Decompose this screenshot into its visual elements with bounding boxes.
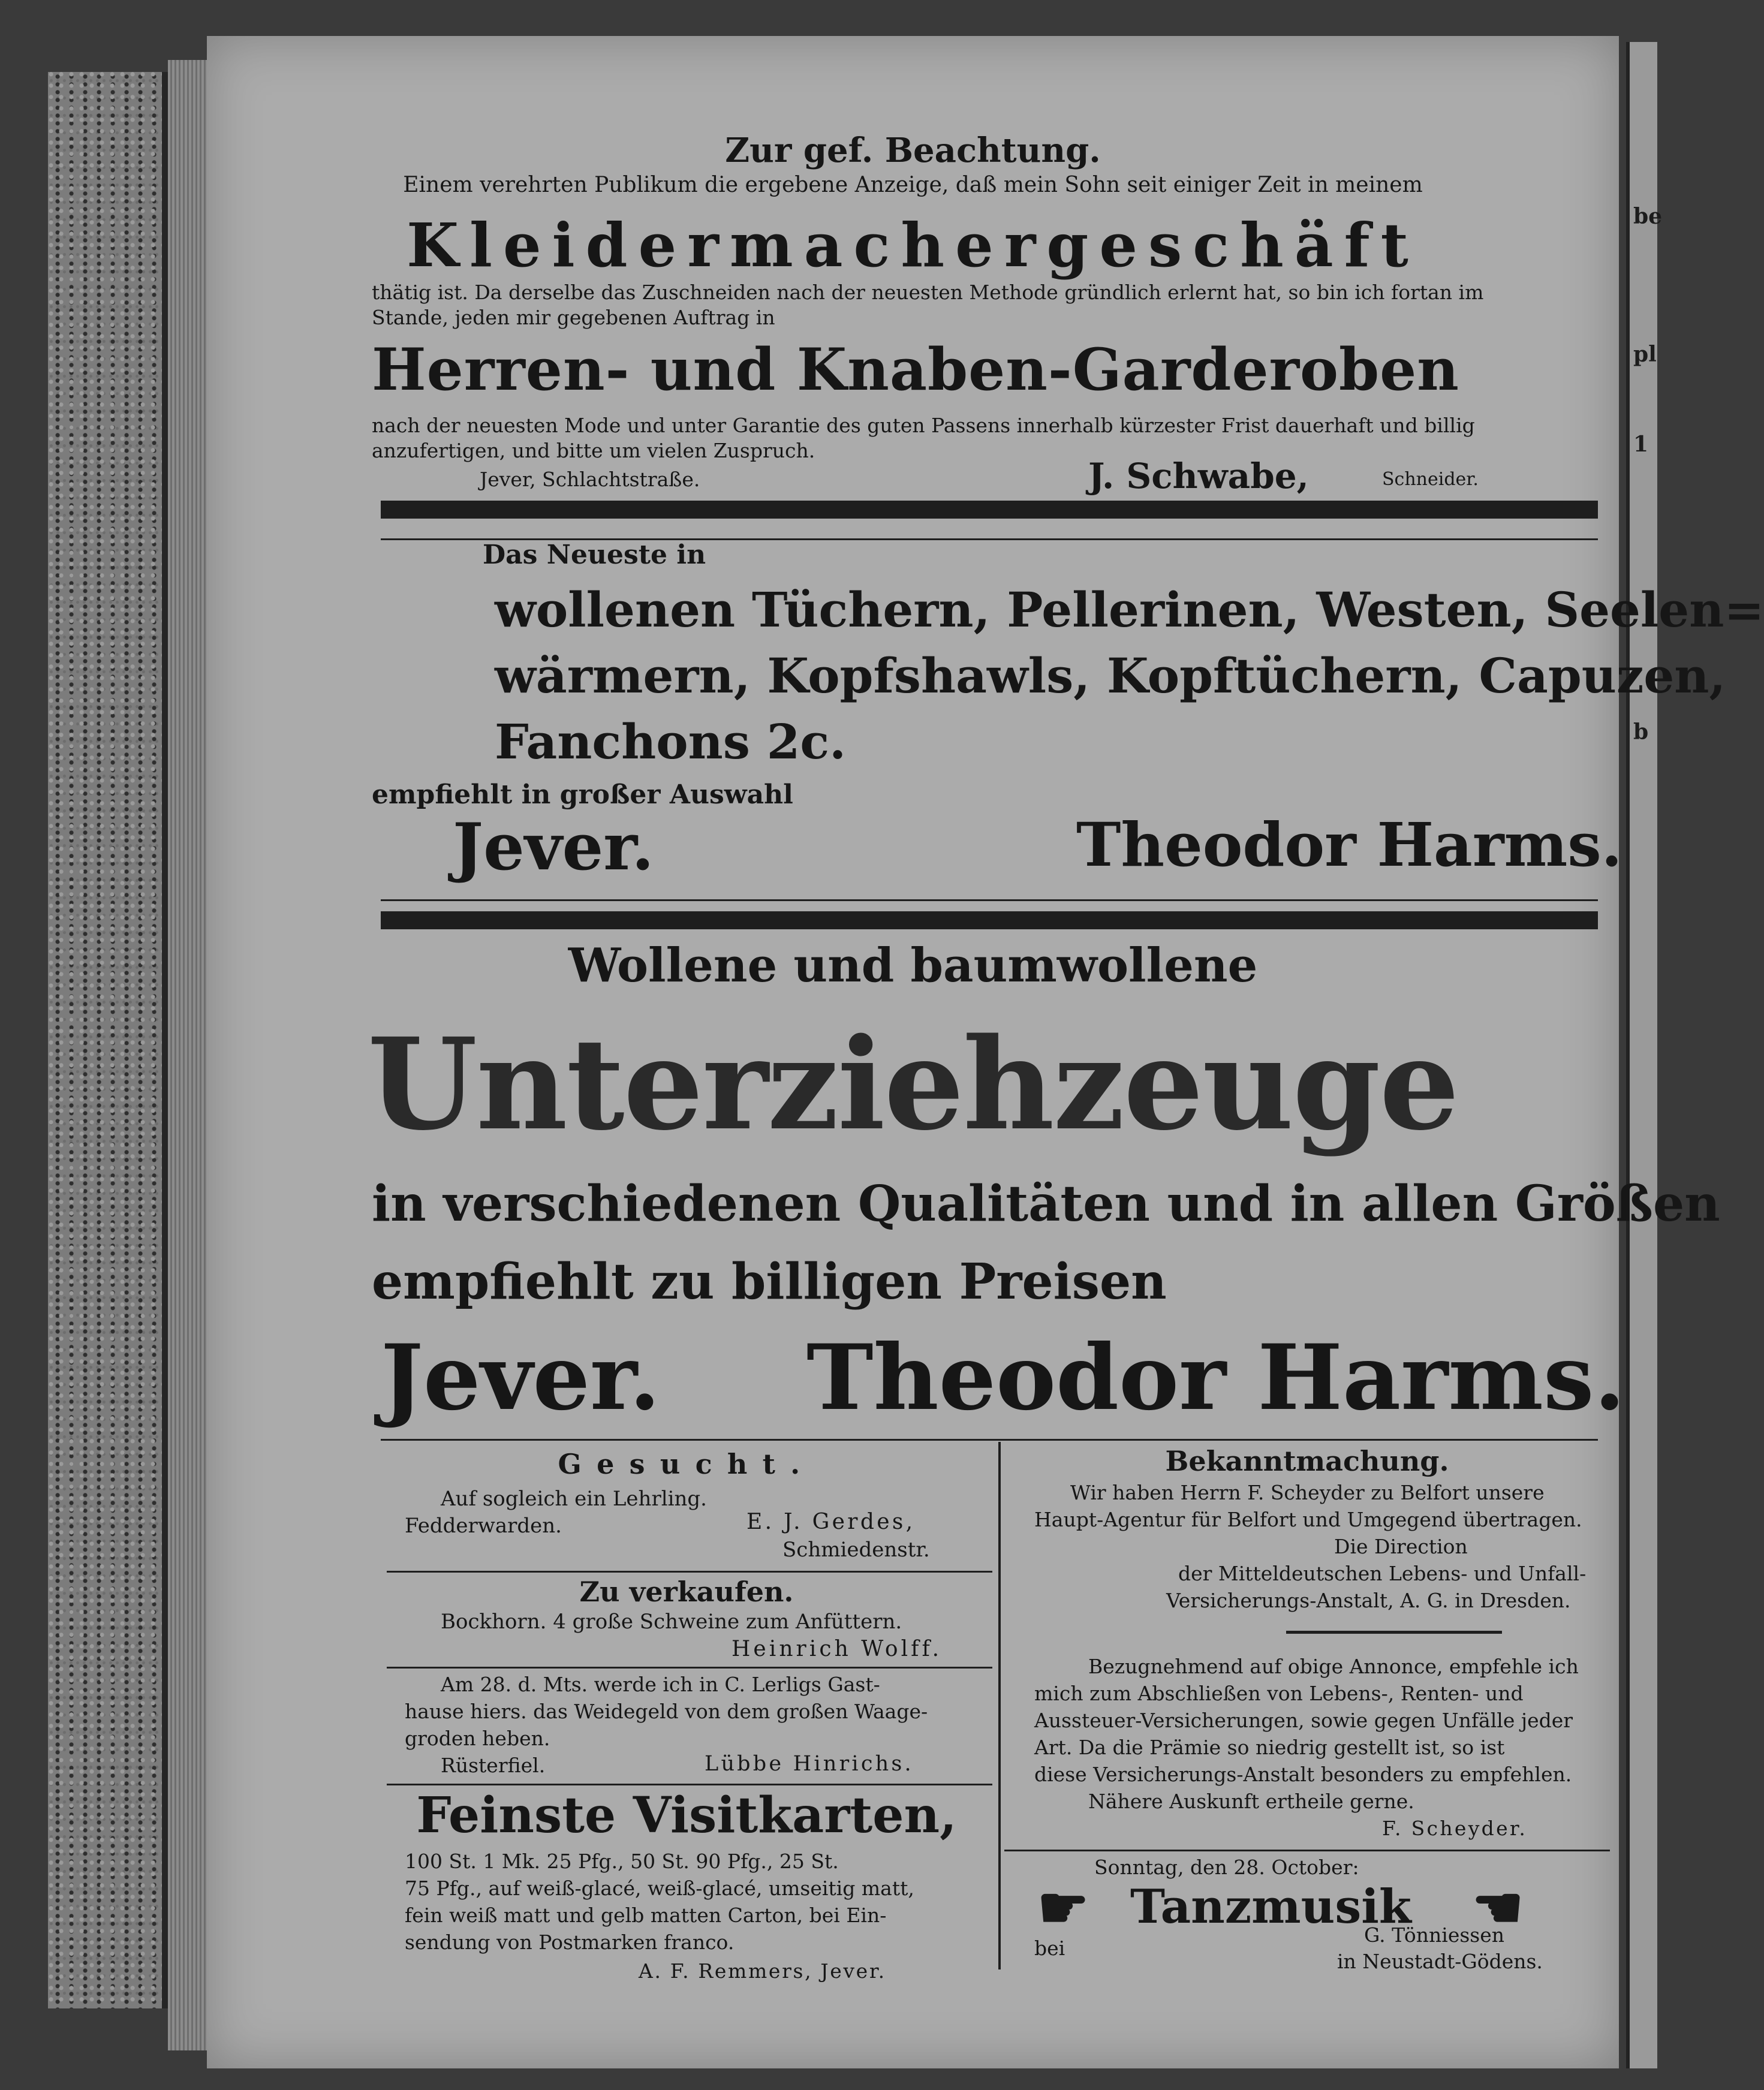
ad-text: Wollene und baumwollene bbox=[568, 938, 1258, 993]
ad-heading: Gesucht. bbox=[558, 1448, 815, 1480]
ad-place: Jever. bbox=[381, 1325, 661, 1431]
ad-text: Versicherungs-Anstalt, A. G. in Dresden. bbox=[1166, 1589, 1571, 1612]
ad-text: nach der neuesten Mode und unter Garantie des guten Passens innerhalb kürzester Frist dauerhaft und billig bbox=[372, 414, 1475, 437]
ad-text: der Mitteldeutschen Lebens- und Unfall- bbox=[1178, 1562, 1587, 1585]
ad-text: wollenen Tüchern, Pellerinen, Westen, Seelen= bbox=[495, 582, 1764, 638]
ornament-rule bbox=[1286, 1631, 1502, 1634]
ad-text: Art. Da die Prämie so niedrig gestellt ist, so ist bbox=[1034, 1736, 1505, 1759]
ad-text: mich zum Abschließen von Lebens-, Renten- und bbox=[1034, 1682, 1524, 1705]
ad-banner: Unterziehzeuge bbox=[368, 1010, 1458, 1158]
ad-text: Fanchons 2c. bbox=[495, 713, 846, 770]
ad-text: thätig ist. Da derselbe das Zuschneiden nach der neuesten Methode gründlich erlernt hat, so bin ich fortan im bbox=[372, 281, 1484, 304]
ad-text: in verschiedenen Qualitäten und in allen Größen bbox=[372, 1175, 1720, 1233]
ad-banner: Herren- und Knaben-Garderoben bbox=[372, 336, 1459, 403]
ad-heading: Bekanntmachung. bbox=[1165, 1445, 1449, 1477]
ad-place: Fedderwarden. bbox=[405, 1514, 562, 1538]
ad-place: Jever, Schlachtstraße. bbox=[480, 468, 700, 491]
ad-text: 100 St. 1 Mk. 25 Pfg., 50 St. 90 Pfg., 25 St. bbox=[405, 1850, 839, 1873]
rule bbox=[387, 1784, 992, 1785]
ad-name: E. J. Gerdes, bbox=[746, 1510, 916, 1534]
rule bbox=[381, 911, 1598, 929]
rule bbox=[381, 1439, 1598, 1441]
ad-heading: Zu verkaufen. bbox=[579, 1576, 794, 1608]
ad-text: Am 28. d. Mts. werde ich in C. Lerligs Gast- bbox=[441, 1673, 880, 1696]
ad-name: A. F. Remmers, Jever. bbox=[639, 1959, 886, 1983]
ad-text: Stande, jeden mir gegebenen Auftrag in bbox=[372, 306, 775, 329]
ad-text: sendung von Postmarken franco. bbox=[405, 1931, 735, 1954]
ad-text: Auf sogleich ein Lehrling. bbox=[441, 1487, 707, 1511]
ad-text: empfiehlt in großer Auswahl bbox=[372, 779, 793, 810]
ad-text: Schmiedenstr. bbox=[782, 1538, 930, 1562]
ad-text: groden heben. bbox=[405, 1727, 550, 1750]
ad-text: Die Direction bbox=[1334, 1535, 1468, 1558]
ad-name: F. Scheyder. bbox=[1382, 1817, 1528, 1840]
ad-text: wärmern, Kopfshawls, Kopftüchern, Capuzen, bbox=[495, 648, 1726, 704]
ad-name: G. Tönniessen bbox=[1364, 1923, 1505, 1947]
ad-text: Das Neueste in bbox=[483, 540, 706, 570]
ad-text: Bockhorn. 4 große Schweine zum Anfüttern. bbox=[441, 1610, 902, 1634]
ad-name: Lübbe Hinrichs. bbox=[705, 1752, 914, 1776]
rule bbox=[381, 899, 1598, 901]
book-binding bbox=[48, 72, 168, 2008]
adjacent-text: pl bbox=[1633, 342, 1657, 367]
ad-text: anzufertigen, und bitte um vielen Zuspruch. bbox=[372, 439, 815, 462]
pointing-hand-left-icon: ☚ bbox=[1472, 1874, 1524, 1941]
ad-text: Wir haben Herrn F. Scheyder zu Belfort unsere bbox=[1070, 1481, 1545, 1504]
ad-text: Nähere Auskunft ertheile gerne. bbox=[1088, 1790, 1414, 1813]
ad-heading: Feinste Visitkarten, bbox=[416, 1787, 957, 1844]
ad-text: Einem verehrten Publikum die ergebene Anzeige, daß mein Sohn seit einiger Zeit in meinem bbox=[403, 173, 1423, 197]
ad-signature: J. Schwabe, bbox=[1088, 456, 1309, 496]
adjacent-text: 1 bbox=[1633, 432, 1649, 457]
pointing-hand-right-icon: ☛ bbox=[1037, 1874, 1089, 1941]
ad-banner: Kleidermachergeschäft bbox=[407, 210, 1419, 281]
ad-banner: Tanzmusik bbox=[1130, 1880, 1411, 1934]
ad-text: 75 Pfg., auf weiß-glacé, weiß-glacé, umseitig matt, bbox=[405, 1877, 914, 1900]
rule bbox=[387, 1667, 992, 1669]
ad-place: Rüsterfiel. bbox=[441, 1754, 546, 1777]
column-rule bbox=[998, 1442, 1001, 1969]
ad-text: Haupt-Agentur für Belfort und Umgegend übertragen. bbox=[1034, 1508, 1582, 1531]
rule bbox=[1004, 1850, 1610, 1851]
ad-text: bei bbox=[1034, 1937, 1065, 1960]
ad-text: hause hiers. das Weidegeld von dem großen Waage- bbox=[405, 1700, 928, 1723]
ad-place: Jever. bbox=[453, 809, 654, 885]
ad-text: diese Versicherungs-Anstalt besonders zu empfehlen. bbox=[1034, 1763, 1572, 1786]
rule bbox=[387, 1571, 992, 1573]
adjacent-text: be bbox=[1633, 204, 1663, 229]
ad-text: empfiehlt zu billigen Preisen bbox=[372, 1253, 1167, 1311]
ad-text: fein weiß matt und gelb matten Carton, bei Ein- bbox=[405, 1904, 887, 1927]
rule bbox=[381, 501, 1598, 519]
ad-signature: Theodor Harms. bbox=[1076, 809, 1622, 880]
ad-text: Sonntag, den 28. October: bbox=[1094, 1856, 1359, 1879]
ad-role: Schneider. bbox=[1382, 469, 1479, 490]
ad-name: Heinrich Wolff. bbox=[732, 1637, 943, 1661]
ad-signature: Theodor Harms. bbox=[806, 1325, 1625, 1431]
ad-heading: Zur gef. Beachtung. bbox=[725, 131, 1101, 170]
adjacent-page bbox=[1626, 42, 1663, 2068]
ad-place: in Neustadt-Gödens. bbox=[1337, 1950, 1543, 1973]
ad-text: Aussteuer-Versicherungen, sowie gegen Unfälle jeder bbox=[1034, 1709, 1573, 1732]
ad-text: Bezugnehmend auf obige Annonce, empfehle ich bbox=[1088, 1655, 1579, 1678]
adjacent-text: b bbox=[1633, 719, 1649, 745]
